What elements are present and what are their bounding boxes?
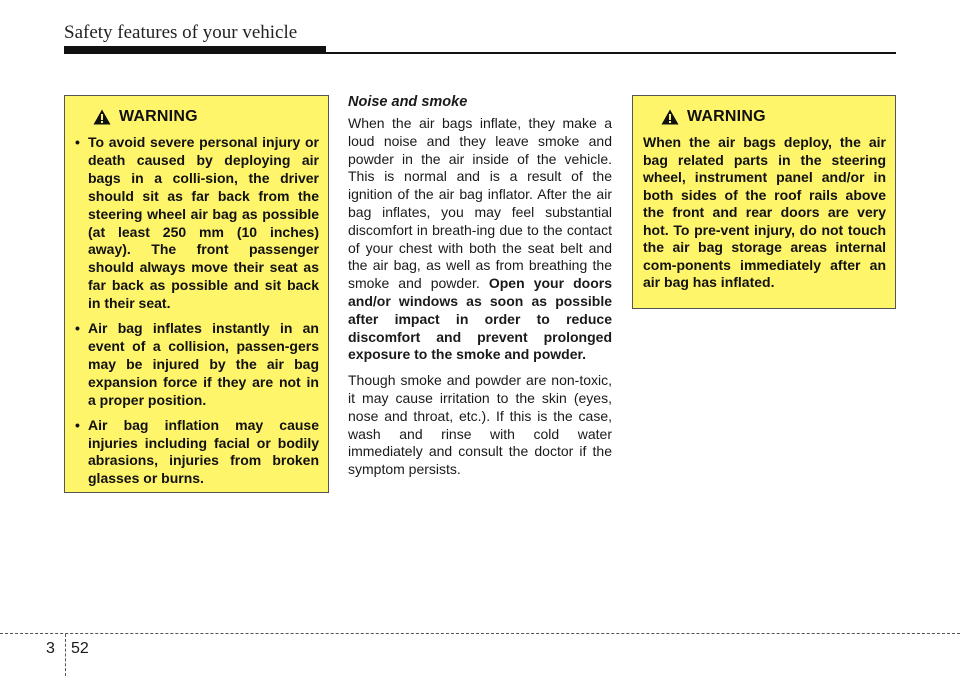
warning-body: When the air bags deploy, the air bag related parts in the steering wheel, instrument panel and/or in both sides of the roof rails above the front and rear doors are very hot. To pre-vent injury, do not touch the air bag storage areas internal com-ponents immediately after an air bag has inflated. (643, 134, 886, 290)
warning-item (75, 417, 319, 489)
warning-item-text: To avoid severe personal injury or death caused by deploying air bags in a colli-sion, the driver should sit as far back from the steering wheel air bag as possible (at least 250 mm (10 inches) away). The front passenger should always move their seat as far back as possible and sit back in their seat. (88, 134, 319, 312)
section-paragraph-1 (348, 115, 612, 364)
warning-header (643, 106, 886, 128)
page-header-title: Safety features of your vehicle (64, 22, 298, 43)
warning-list (75, 134, 319, 488)
warning-header (75, 106, 319, 128)
header-rule-accent (64, 46, 326, 54)
bullet: • (75, 134, 80, 150)
warning-title: WARNING (687, 108, 766, 125)
warning-box-right (632, 95, 896, 309)
warning-item (75, 320, 319, 410)
warning-item-text: Air bag inflates instantly in an event of a collision, passen-gers may be injured by the air bag expansion force if they are not in a proper position. (88, 320, 319, 408)
footer-rule (0, 633, 960, 634)
warning-item (75, 134, 319, 313)
paragraph-emphasis: Open your doors and/or windows as soon as possible after impact in order to reduce discomfort and prevent prolonged exposure to the smoke and powder. (348, 275, 612, 363)
chapter-number: 3 (46, 640, 55, 657)
warning-triangle-icon (661, 109, 679, 125)
noise-and-smoke-section (348, 93, 612, 487)
warning-box-left (64, 95, 329, 493)
section-paragraph-2: Though smoke and powder are non-toxic, it may cause irritation to the skin (eyes, nose and throat, etc.). If this is the case, wash and rinse with cold water immediately and consult the doctor if the symptom persists. (348, 372, 612, 478)
bullet: • (75, 416, 80, 433)
page-number: 52 (71, 640, 89, 657)
warning-item-text: Air bag inflation may cause injuries including facial or bodily abrasions, injuries from broken glasses or burns. (88, 416, 319, 487)
section-title: Noise and smoke (348, 94, 468, 110)
warning-triangle-icon (93, 109, 111, 125)
footer-divider (65, 634, 66, 676)
paragraph-text: When the air bags inflate, they make a loud noise and they leave smoke and powder in the air inside of the vehicle. This is normal and is a result of the ignition of the air bag inflator. After the air bag inflates, you may feel substantial discomfort in breath-ing due to the contact of your chest with both the seat belt and the air bag, as well as from breathing the smoke and powder. (348, 115, 612, 292)
bullet: • (75, 320, 80, 337)
warning-title: WARNING (119, 108, 198, 125)
